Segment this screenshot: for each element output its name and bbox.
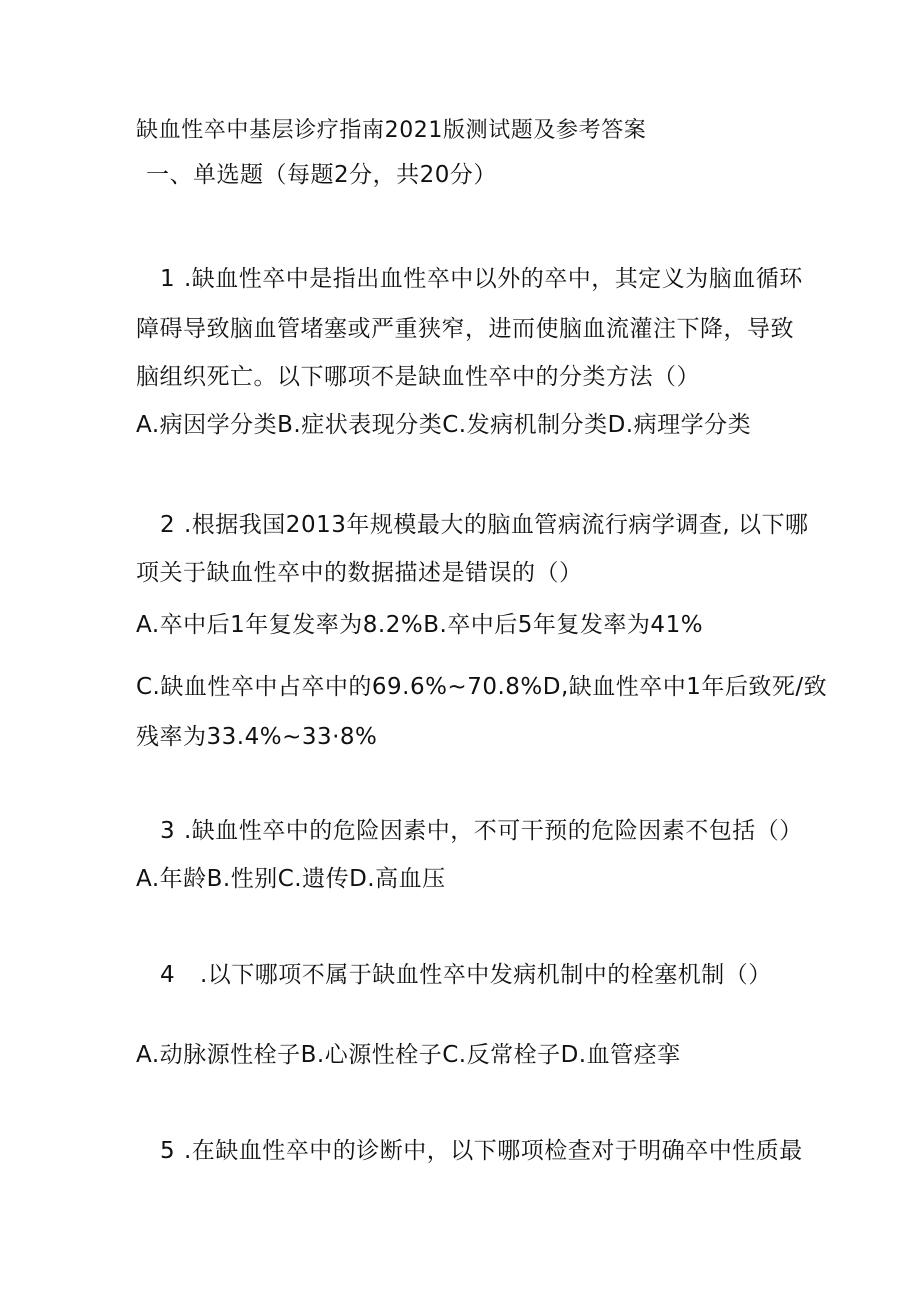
question-stem-line: 项关于缺血性卒中的数据描述是错误的（） xyxy=(136,560,583,586)
question-number: 1 xyxy=(160,266,176,292)
question-options: A.动脉源性栓子B.心源性栓子C.反常栓子D.血管痉挛 xyxy=(136,1042,681,1068)
question-stem-line: .以下哪项不属于缺血性卒中发病机制中的栓塞机制（） xyxy=(200,962,772,988)
question-number: 3 xyxy=(160,818,176,844)
question-number: 5 xyxy=(160,1138,176,1164)
question-options: 残率为33.4%~33·8% xyxy=(136,724,378,750)
section-heading: 一、单选题（每题2分，共20分） xyxy=(146,162,497,188)
question-options: A.病因学分类B.症状表现分类C.发病机制分类D.病理学分类 xyxy=(136,412,752,438)
question-options: C.缺血性卒中占卒中的69.6%~70.8%D,缺血性卒中1年后致死/致 xyxy=(136,674,828,700)
question-stem-line: .缺血性卒中的危险因素中，不可干预的危险因素不包括（） xyxy=(184,818,803,844)
question-options: A.年龄B.性别C.遗传D.高血压 xyxy=(136,866,446,892)
question-number: 2 xyxy=(160,512,176,538)
question-stem-line: .根据我国2013年规模最大的脑血管病流行病学调查, 以下哪 xyxy=(184,512,809,538)
question-number: 4 xyxy=(160,962,176,988)
question-stem-line: 障碍导致脑血管堵塞或严重狭窄，进而使脑血流灌注下降，导致 xyxy=(136,316,794,342)
document-title: 缺血性卒中基层诊疗指南2021版测试题及参考答案 xyxy=(136,118,647,143)
question-stem-line: .缺血性卒中是指出血性卒中以外的卒中，其定义为脑血循环 xyxy=(184,266,803,292)
question-stem-line: .在缺血性卒中的诊断中，以下哪项检查对于明确卒中性质最 xyxy=(184,1138,803,1164)
question-stem-line: 脑组织死亡。以下哪项不是缺血性卒中的分类方法（） xyxy=(136,364,700,390)
question-options: A.卒中后1年复发率为8.2%B.卒中后5年复发率为41% xyxy=(136,612,704,638)
